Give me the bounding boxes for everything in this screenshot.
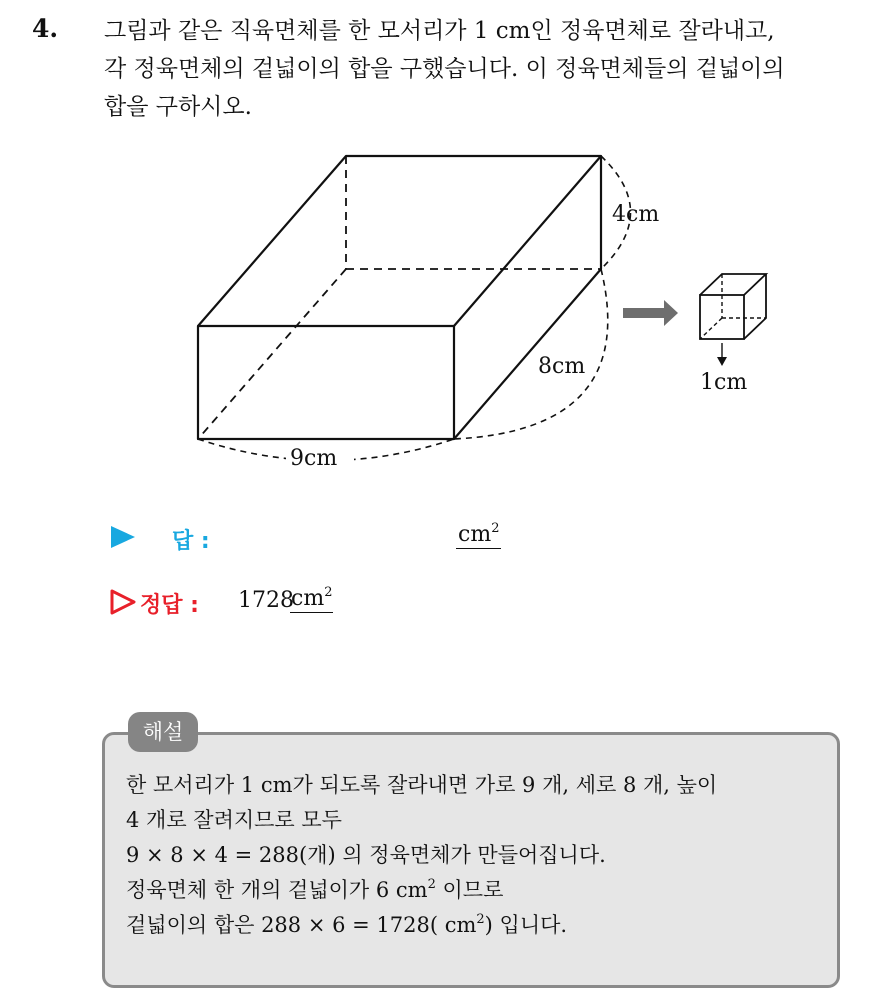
top-face — [198, 156, 601, 326]
front-face — [198, 326, 454, 439]
width-label: 9cm — [290, 446, 338, 471]
triangle-outline-icon — [108, 588, 138, 616]
solution-label: 정답 : — [140, 593, 199, 618]
question-line: 그림과 같은 직육면체를 한 모서리가 1 cm인 정육면체로 잘라내고, — [104, 18, 775, 44]
height-label: 4cm — [612, 202, 660, 227]
solution-unit: $cm^2$ — [291, 585, 333, 611]
explanation-line: 정육면체 한 개의 겉넓이가 6 $cm^2$ 이므로 — [126, 877, 504, 902]
solution-value: 1728 — [238, 588, 294, 613]
explanation-line: 4 개로 잘려지므로 모두 — [126, 808, 342, 832]
question-line: 각 정육면체의 겉넓이의 합을 구했습니다. 이 정육면체들의 겉넓이의 — [104, 56, 785, 82]
unit-cube — [700, 274, 766, 366]
answer-row — [108, 520, 608, 560]
explanation-line: 겉넓이의 합은 288 × 6 = 1728( $cm^2$) 입니다. — [126, 912, 568, 937]
explanation-text — [126, 768, 836, 943]
solution-row — [108, 584, 608, 624]
arrow-right-icon — [623, 300, 678, 326]
explanation-line: 한 모서리가 1 cm가 되도록 잘라내면 가로 9 개, 세로 8 개, 높이 — [126, 773, 718, 797]
explanation-line: 9 × 8 × 4 = 288(개) 의 정육면체가 만들어집니다. — [126, 843, 606, 867]
depth-label: 8cm — [538, 354, 586, 379]
explanation-tag: 해설 — [128, 712, 198, 752]
answer-unit: $cm^2$ — [458, 521, 500, 547]
question-number: 4. — [32, 14, 59, 43]
triangle-pointer-icon — [108, 524, 138, 550]
answer-label: 답 : — [172, 529, 210, 554]
cube-label: 1cm — [700, 370, 748, 395]
hidden-edge — [198, 269, 346, 439]
question-line: 합을 구하시오. — [104, 94, 252, 120]
